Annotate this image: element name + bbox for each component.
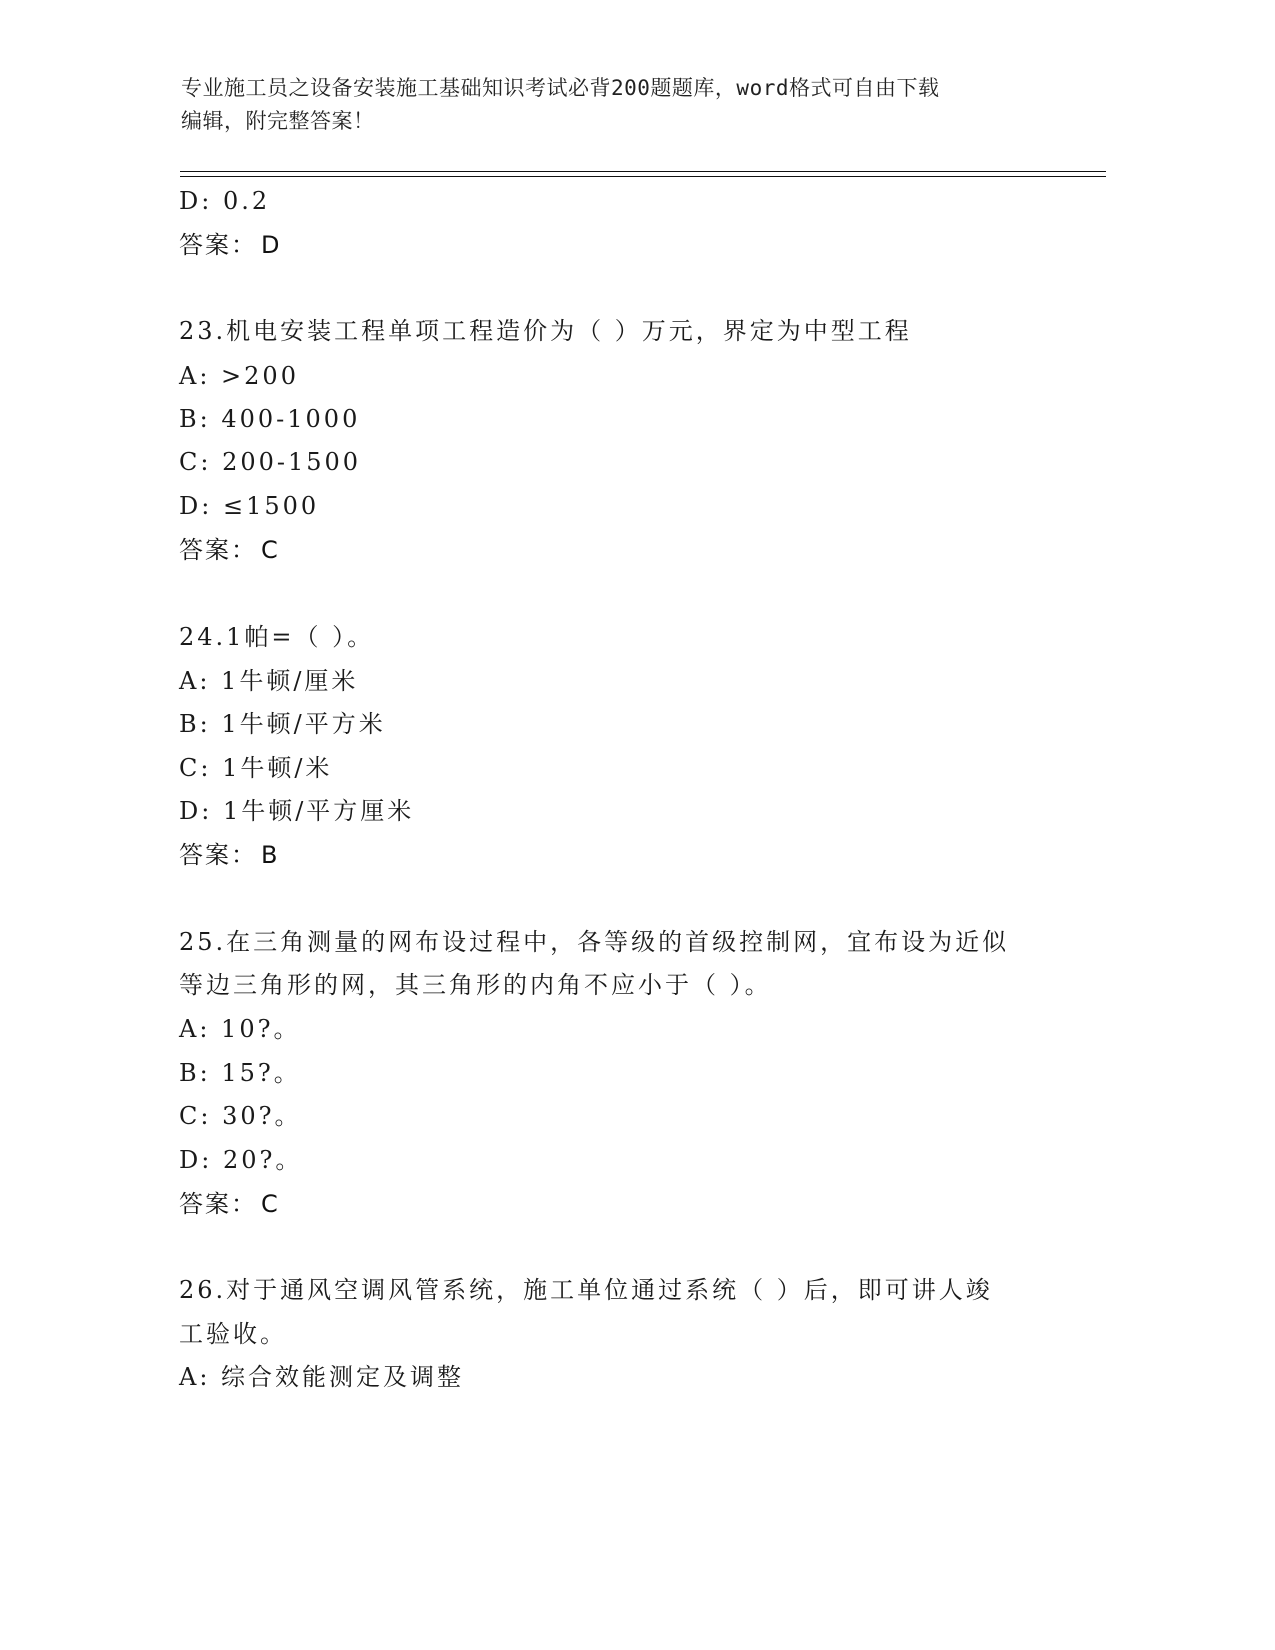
q24-answer: [179, 840, 279, 870]
answer-value: D: [261, 231, 282, 259]
header-divider-top: [180, 171, 1106, 172]
q26-option-a: A: 综合效能测定及调整: [179, 1363, 465, 1391]
header-title-line-2: 编辑，附完整答案！: [181, 109, 375, 133]
q25-option-a: A: 10?。: [179, 1015, 301, 1043]
q23-option-c: C: 200-1500: [179, 448, 362, 476]
q26-stem-line-2: 工验收。: [179, 1320, 287, 1348]
header-title-line-1: 专业施工员之设备安装施工基础知识考试必背200题题库，word格式可自由下载: [181, 76, 940, 100]
q23-option-a: A: >200: [179, 362, 299, 390]
q25-answer: [179, 1189, 280, 1219]
q25-option-b: B: 15?。: [179, 1059, 301, 1087]
q24-option-a: A: 1牛顿/厘米: [179, 667, 359, 695]
answer-label: 答案：: [179, 231, 257, 259]
q24-option-d: D: 1牛顿/平方厘米: [179, 797, 415, 825]
answer-value: B: [261, 841, 280, 869]
q25-option-d: D: 20?。: [179, 1146, 303, 1174]
q23-option-b: B: 400-1000: [179, 405, 361, 433]
q24-option-c: C: 1牛顿/米: [179, 754, 333, 782]
answer-value: C: [261, 536, 280, 564]
document-header: [181, 72, 1061, 138]
answer-label: 答案：: [179, 841, 257, 869]
q25-stem-line-2: 等边三角形的网，其三角形的内角不应小于（ ）。: [179, 971, 772, 999]
answer-label: 答案：: [179, 536, 257, 564]
q23-answer: [179, 535, 280, 565]
q26-stem-line-1: 26.对于通风空调风管系统，施工单位通过系统（ ）后，即可讲人竣: [179, 1276, 993, 1304]
q25-option-c: C: 30?。: [179, 1102, 302, 1130]
q25-stem-line-1: 25.在三角测量的网布设过程中，各等级的首级控制网，宜布设为近似: [179, 928, 1010, 956]
q24-option-b: B: 1牛顿/平方米: [179, 710, 386, 738]
q24-stem: 24.1帕=（ ）。: [179, 623, 375, 651]
q23-stem: 23.机电安装工程单项工程造价为（ ）万元，界定为中型工程: [179, 317, 912, 345]
header-divider-bottom: [180, 176, 1106, 177]
answer-label: 答案：: [179, 1190, 257, 1218]
answer-value: C: [261, 1190, 280, 1218]
prev-answer: [179, 230, 281, 260]
prev-option-d: D: 0.2: [179, 187, 271, 215]
q23-option-d: D: ≤1500: [179, 492, 320, 520]
